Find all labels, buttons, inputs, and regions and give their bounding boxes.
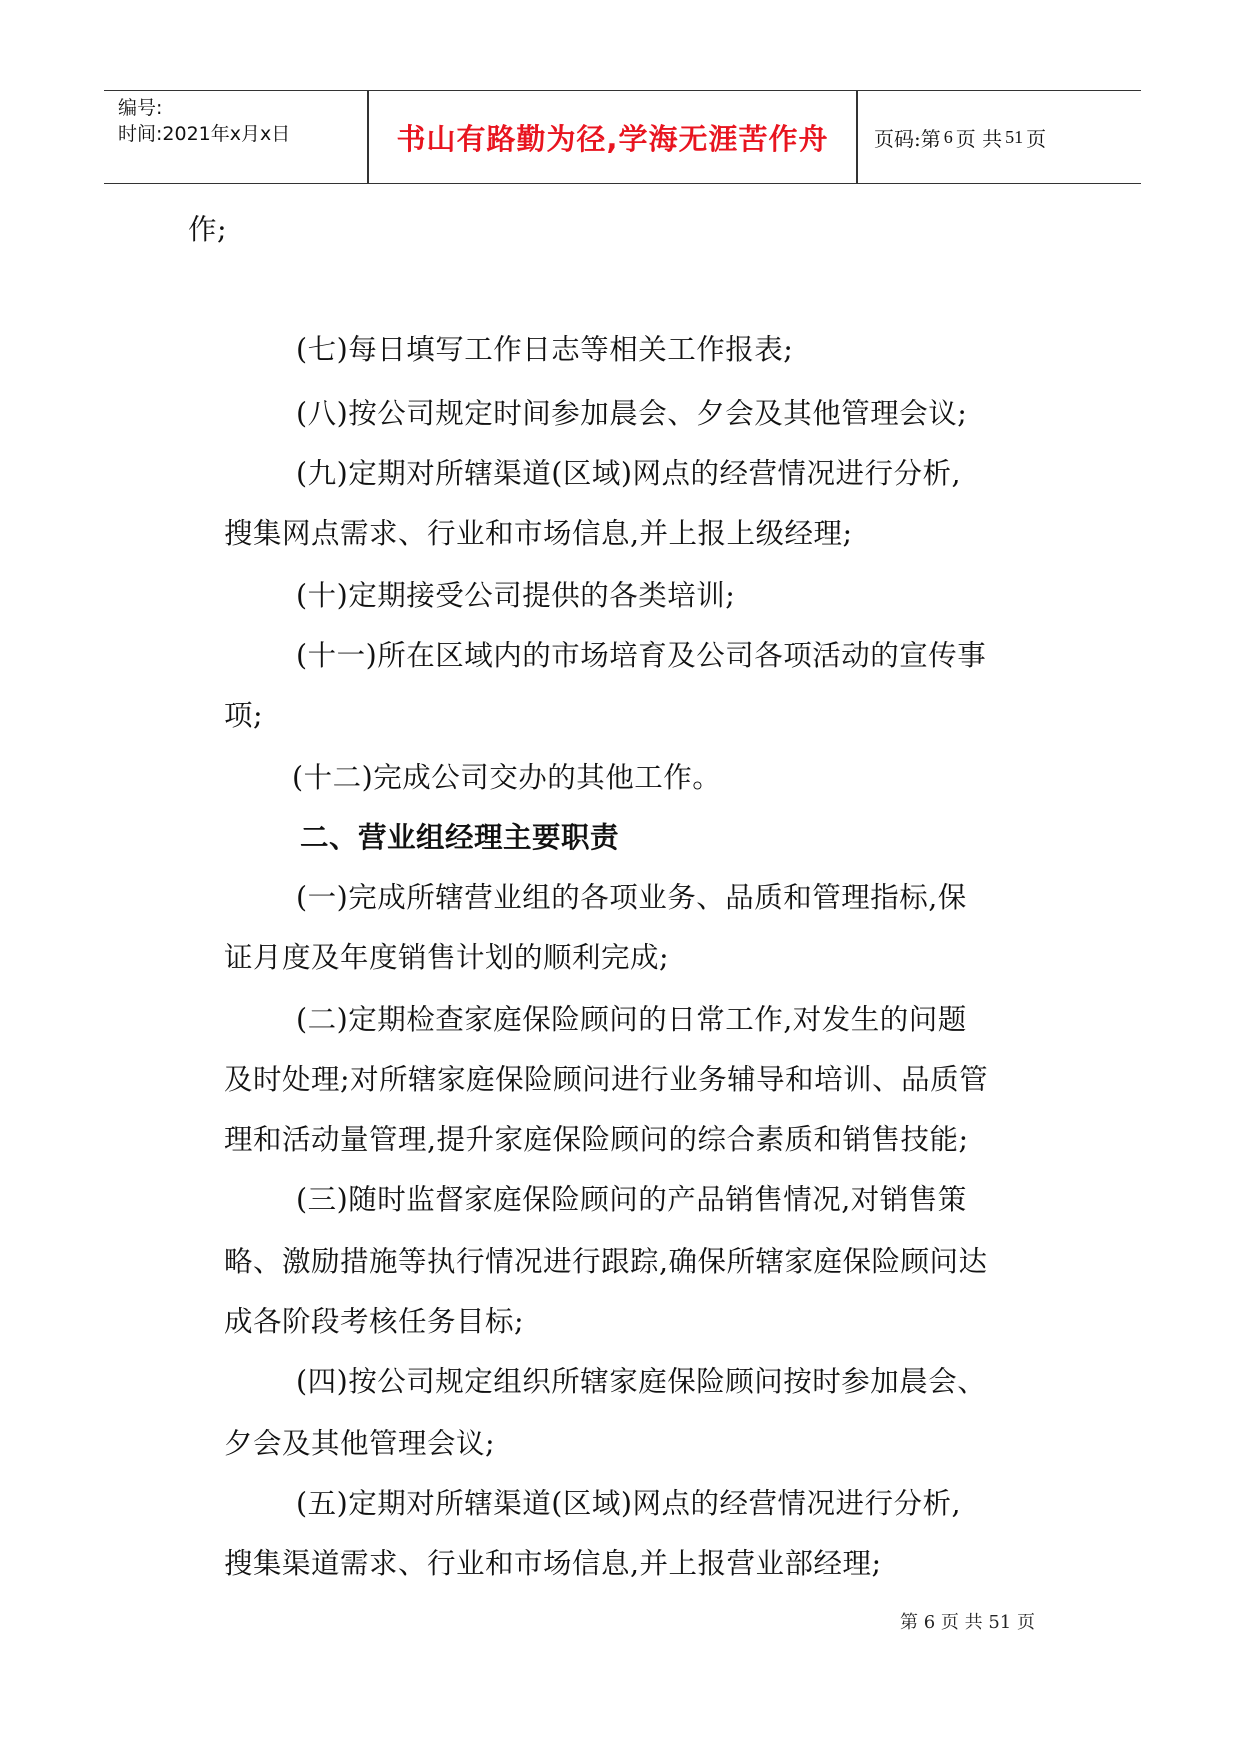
text-line: 及时处理;对所辖家庭保险顾问进行业务辅导和培训、品质管 [224,1063,989,1096]
text-line: (九)定期对所辖渠道(区域)网点的经营情况进行分析, [296,457,962,490]
page-mid: 页 共 [955,126,1003,151]
header-motto: 书山有路勤为径,学海无涯苦作舟 [396,121,829,156]
text-line: 成各阶段考核任务目标; [224,1305,525,1338]
text-line: (十一)所在区域内的市场培育及公司各项活动的宣传事 [296,639,987,672]
text-line: 项; [224,699,264,732]
section-heading: 二、营业组经理主要职责 [300,821,620,854]
text-line: (十二)完成公司交办的其他工作。 [292,761,722,794]
text-line: (七)每日填写工作日志等相关工作报表; [296,333,794,366]
text-line: (五)定期对所辖渠道(区域)网点的经营情况进行分析, [296,1487,962,1520]
number-label: 编号: [118,97,163,119]
text-line: (十)定期接受公司提供的各类培训; [296,579,736,612]
text-line: 夕会及其他管理会议; [224,1427,496,1460]
text-line: (一)完成所辖营业组的各项业务、品质和管理指标,保 [296,881,967,914]
text-line: (四)按公司规定组织所辖家庭保险顾问按时参加晨会、 [296,1365,987,1398]
page-footer: 第 6 页 共 51 页 [900,1612,1035,1633]
text-line: (三)随时监督家庭保险顾问的产品销售情况,对销售策 [296,1183,967,1216]
text-line: 证月度及年度销售计划的顺利完成; [224,941,670,974]
text-line: (二)定期检查家庭保险顾问的日常工作,对发生的问题 [296,1003,967,1036]
text-line: 略、激励措施等执行情况进行跟踪,确保所辖家庭保险顾问达 [224,1245,988,1278]
time-label: 时间:2021年x月x日 [118,123,291,145]
text-line: 作; [188,213,228,246]
page-suffix: 页 [1026,126,1047,151]
page-current: 6 [943,126,953,147]
text-line: 理和活动量管理,提升家庭保险顾问的综合素质和销售技能; [224,1123,969,1156]
page-total: 51 [1005,126,1024,147]
text-line: 搜集网点需求、行业和市场信息,并上报上级经理; [224,517,853,550]
text-line: (八)按公司规定时间参加晨会、夕会及其他管理会议; [296,397,968,430]
page-prefix: 页码:第 [874,126,941,151]
text-line: 搜集渠道需求、行业和市场信息,并上报营业部经理; [224,1547,882,1580]
